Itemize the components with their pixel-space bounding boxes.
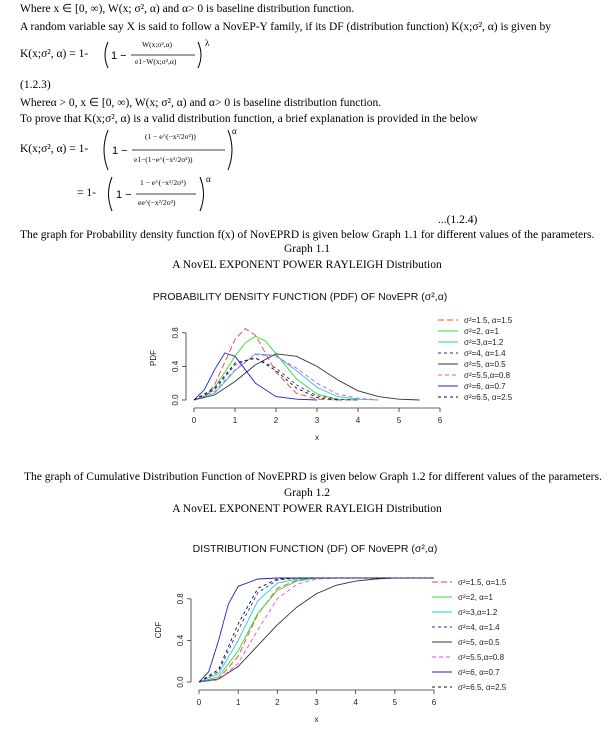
y-tick-label: 0.4 <box>171 360 180 372</box>
graph-1-subtitle: A NovEL EXPONENT POWER RAYLEIGH Distribution <box>172 259 442 271</box>
x-tick-label: 2 <box>275 698 280 707</box>
eq2-lhs: K(x;σ², α) = 1- <box>20 143 89 155</box>
x-tick-label: 0 <box>191 416 197 425</box>
equation-3 <box>20 174 320 214</box>
eq1-denominator: e1−W(x;σ²,α) <box>135 57 177 66</box>
text-line-5: The graph for Probability density function f(x) of NovEPRD is given below Graph 1.1 for different values of the parameters. <box>20 229 595 241</box>
graph-2-label: Graph 1.2 <box>284 487 330 499</box>
x-tick-label: 5 <box>396 416 402 425</box>
x-axis-label: x <box>315 433 319 442</box>
graph-1-label: Graph 1.1 <box>284 243 330 255</box>
text-line-1: Where x ∈ [0, ∞), W(x; σ², α) and α> 0 is baseline distribution function. <box>20 3 355 15</box>
eq3-denominator: ee^(−x²/2σ²) <box>138 198 176 207</box>
legend-label: σ²=5.5,α=0.8 <box>464 371 511 380</box>
svg-text:1 −: 1 − <box>112 145 128 157</box>
eq1-lhs: K(x;σ², α) = 1- <box>20 48 89 60</box>
x-tick-label: 1 <box>232 416 238 425</box>
y-axis-label: CDF <box>154 621 163 639</box>
x-tick-label: 5 <box>392 698 398 707</box>
text-line-2: A random variable say X is said to follow a NovEP-Y family, if its DF (distribution function) K(x;σ², α) is given by <box>20 21 551 33</box>
eq2-denominator: e1−(1−e^(−x²/2σ²)) <box>134 155 193 164</box>
x-tick-label: 0 <box>196 698 202 707</box>
legend-label: σ²=5, α=0.5 <box>458 638 500 647</box>
y-tick-label: 0.8 <box>176 593 185 605</box>
eq3-numerator: 1 − e^(−x²/2σ²) <box>140 178 186 187</box>
legend-label: σ²=6, α=0.7 <box>458 668 500 677</box>
x-tick-label: 3 <box>314 698 319 707</box>
x-tick-label: 2 <box>273 416 279 425</box>
y-tick-label: 0.4 <box>176 634 185 646</box>
svg-text:1 −: 1 − <box>111 50 127 62</box>
eq2-power: α <box>232 126 237 136</box>
legend-label: σ²=6.5, α=2.5 <box>464 393 513 402</box>
text-line-4: To prove that K(x;σ², α) is a valid distribution function, a brief explanation is provided in the below <box>20 113 478 125</box>
legend-label: σ²=3,α=1.2 <box>464 338 504 347</box>
legend-label: σ²=1.5, α=1.5 <box>464 316 513 325</box>
chart-title: PROBABILITY DENSITY FUNCTION (PDF) OF NovEPR (σ²,α) <box>152 291 448 303</box>
legend-label: σ²=1.5, α=1.5 <box>458 578 507 587</box>
legend-label: σ²=3,α=1.2 <box>458 608 498 617</box>
y-axis-label: PDF <box>149 350 158 366</box>
eq2-numerator: (1 − e^(−x²/2σ²)) <box>145 132 196 141</box>
y-tick-label: 0.0 <box>176 676 185 688</box>
eq3-power: α <box>206 174 211 184</box>
series-line <box>194 358 358 400</box>
x-tick-label: 6 <box>437 416 443 425</box>
series-line <box>194 336 358 400</box>
eq1-numerator: W(x;σ²,α) <box>142 40 173 49</box>
cdf-chart <box>0 530 614 742</box>
chart-title: DISTRIBUTION FUNCTION (DF) OF NovEPR (σ²,α) <box>192 543 438 555</box>
legend-label: σ²=4, α=1.4 <box>458 623 500 632</box>
x-tick-label: 3 <box>314 416 320 425</box>
legend-label: σ²=4, α=1.4 <box>464 349 506 358</box>
legend-label: σ²=5.5,α=0.8 <box>458 653 505 662</box>
text-line-6: The graph of Cumulative Distribution Function of NovEPRD is given below Graph 1.2 for different values of the parameters. <box>24 471 602 483</box>
equation-2 <box>20 126 320 174</box>
equation-number-2: ...(1.2.4) <box>438 214 478 226</box>
equation-1 <box>20 38 320 72</box>
series-line <box>194 353 317 400</box>
x-tick-label: 1 <box>235 698 241 707</box>
x-tick-label: 6 <box>431 698 437 707</box>
equation-number-1: (1.2.3) <box>20 79 51 91</box>
legend-label: σ²=2, α=1 <box>458 593 493 602</box>
x-tick-label: 4 <box>355 416 361 425</box>
pdf-chart <box>0 280 614 450</box>
legend-label: σ²=2, α=1 <box>464 327 499 336</box>
eq3-lhs: = 1- <box>77 187 96 199</box>
y-tick-label: 0.0 <box>171 394 180 406</box>
graph-2-subtitle: A NovEL EXPONENT POWER RAYLEIGH Distribution <box>172 503 442 515</box>
x-axis-label: x <box>314 715 319 724</box>
legend-label: σ²=6, α=0.7 <box>464 382 506 391</box>
legend-label: σ²=5, α=0.5 <box>464 360 506 369</box>
x-tick-label: 4 <box>353 698 358 707</box>
legend-label: σ²=6.5, α=2.5 <box>458 683 507 692</box>
svg-text:1 −: 1 − <box>116 189 132 201</box>
y-tick-label: 0.8 <box>171 327 180 339</box>
text-line-3: Whereα > 0, x ∈ [0, ∞), W(x; σ², α) and α> 0 is baseline distribution function. <box>20 97 382 109</box>
eq1-power: λ <box>205 38 210 48</box>
